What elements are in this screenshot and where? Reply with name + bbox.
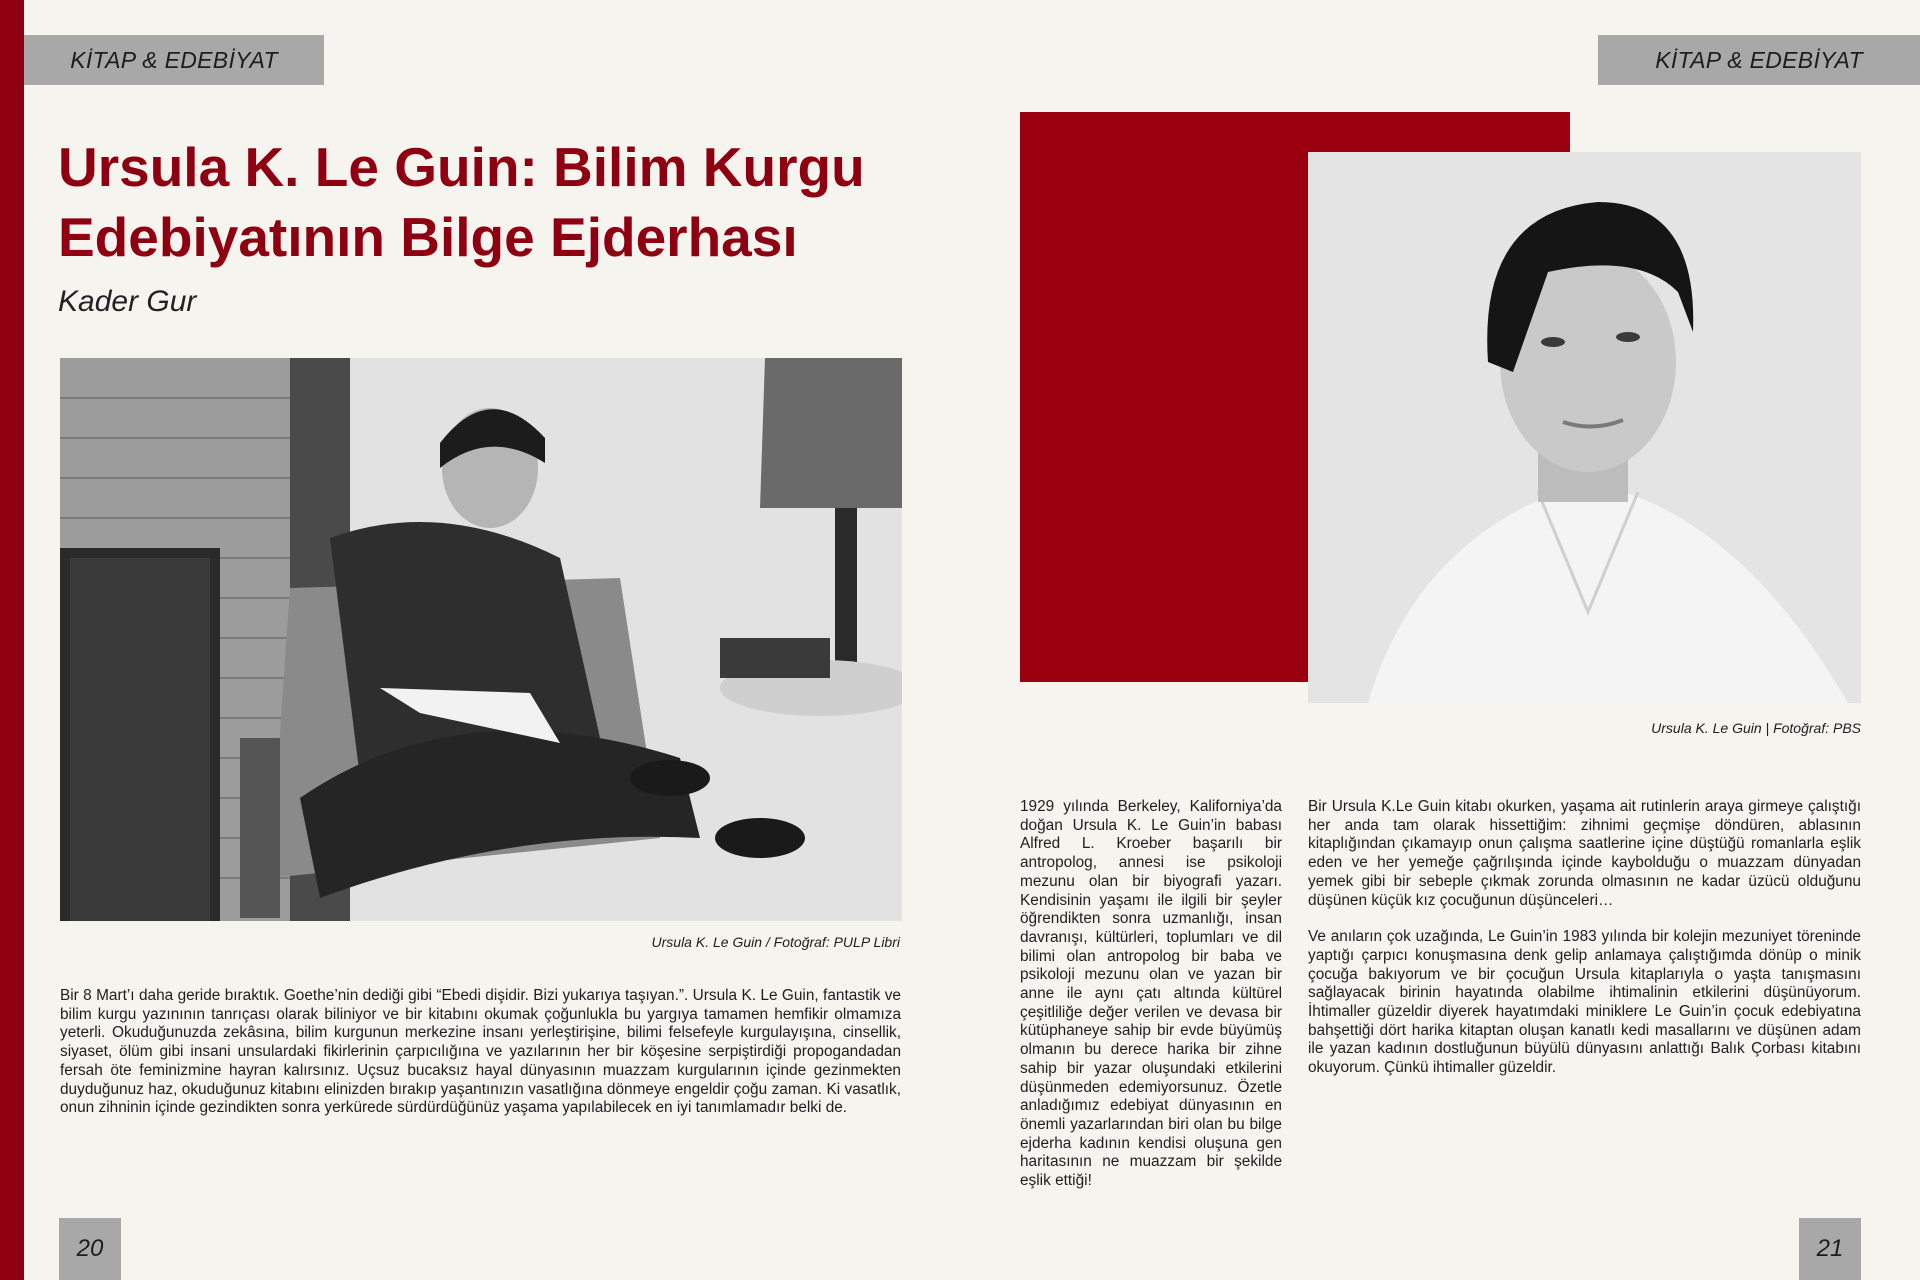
- caption-left-photo: Ursula K. Le Guin / Fotoğraf: PULP Libri: [651, 934, 900, 950]
- section-tag-right: KİTAP & EDEBİYAT: [1598, 35, 1920, 85]
- article-title-line-2: Edebiyatının Bilge Ejderhası: [58, 206, 798, 268]
- photo-le-guin-portrait: [1308, 152, 1861, 703]
- article-column-b-paragraph-1: Bir Ursula K.Le Guin kitabı okurken, yaşama ait rutinlerin araya girmeye çalıştığı her anda tam olarak hissettiğim: zihnimi geçmişe döndüren, ablasının kitaplığından çıkamayıp onun çalışma saatlerine içine düştüğü romanlarla eşlik eden ve her yemeğe çağrılışında içinde kaybolduğu o muazzam dünyadan yemek gibi bir sebeple çıkmak zorunda olmasının ne kadar üzücü olduğunu düşünen küçük kız çocuğunun düşünceleri…: [1308, 798, 1861, 909]
- article-column-b-paragraph-2: Ve anıların çok uzağında, Le Guin’in 1983 yılında bir kolejin mezuniyet töreninde yaptığı çarpıcı konuşmasına denk gelip anlamaya çalıştığımda dönüp o minik çocuğa bakıyorum ve bir çocuğun Ursula kitaplarıyla o yaşta tanışmasını sağlayacak birinin hayatında olabilme ihtimalinin etkilerini düşünüyorum. İhtimaller güzeldir diyerek hayatımdaki miniklere Le Guin’in çocuk edebiyatına bahşettiği dört harika kitaptan oluşan kanatlı kedi masallarını ve düşünen adam ile yazan kadının dostluğunun büyülü dünyasını anlattığı Balık Çorbası kitabını okuyorum. Çünkü ihtimaller güzeldir.: [1308, 928, 1861, 1077]
- caption-right-photo: Ursula K. Le Guin | Fotoğraf: PBS: [1651, 720, 1861, 736]
- article-column-b: [1308, 798, 1861, 1096]
- article-intro-paragraph: Bir 8 Mart’ı daha geride bıraktık. Goethe’nin dediği gibi “Ebedi dişidir. Bizi yukarıya taşıyan.”. Ursula K. Le Guin, fantastik ve bilim kurgu yazınının tanrıçası olarak biliniyor ve bir kitabını okumak çoğunlukla bu yargıya tamamen hemfikir olmamıza yeterli. Okuduğunuzda zekâsına, bilim kurgunun merkezine insanı yerleştirişine, bilimi felsefeyle kurgulayışına, cinsellik, siyaset, ölüm gibi insani unsulardaki fikirlerinin çarpıcılığına ve yazılarının her bir köşesine serpiştirdiği propogandadan fersah öte feminizmine hayran kalırsınız. Uçsuz bucaksız hayal dünyasının muazzam kurgularının içinde gezinmekten duyduğunuz haz, okuduğunuz kitabını elinizden bırakıp yaşantınızın vasatlığına dönmeye engeldir çoğu zaman. Ki vasatlık, onun zihninin içinde gezindikten sonra yerkürede sürdürdüğünüz yaşama yapılabilecek en iyi tanımlamadır belki de.: [60, 987, 901, 1117]
- article-author: Kader Gur: [58, 285, 197, 318]
- page-number-right: 21: [1799, 1218, 1861, 1280]
- article-title-line-1: Ursula K. Le Guin: Bilim Kurgu: [58, 136, 865, 198]
- section-tag-left: KİTAP & EDEBİYAT: [24, 35, 324, 85]
- page-number-left: 20: [59, 1218, 121, 1280]
- article-title: [58, 132, 938, 272]
- photo-le-guin-armchair: [60, 358, 902, 921]
- article-column-a: 1929 yılında Berkeley, Kaliforniya’da doğan Ursula K. Le Guin’in babası Alfred L. Kroeber başarılı bir antropolog, annesi ise psikoloji mezunu olan bir biyografi yazarı. Kendisinin yaşamı ile ilgili bir şeyler öğrendikten sonra uzmanlığı, insan davranışı, kültürleri, toplumları ve dil bilimi olan antropolog bir baba ve psikoloji mezunu olan ve yazan bir anne ile aynı çatı altında kültürel çeşitliliğe değer verilen ve devasa bir kütüphaneye sahip bir evde büyümüş olmanın bu derece harika bir zihne sahip bir yazar oluşundaki etkilerini düşünmeden edemiyorsunuz. Özetle anladığımız edebiyat dünyasının en önemli yazarlarından biri olan bu bilge ejderha kadının kendisi oluşuna gen haritasının ne muazzam bir şekilde eşlik ettiği!: [1020, 798, 1282, 1190]
- left-accent-bar: [0, 0, 24, 1280]
